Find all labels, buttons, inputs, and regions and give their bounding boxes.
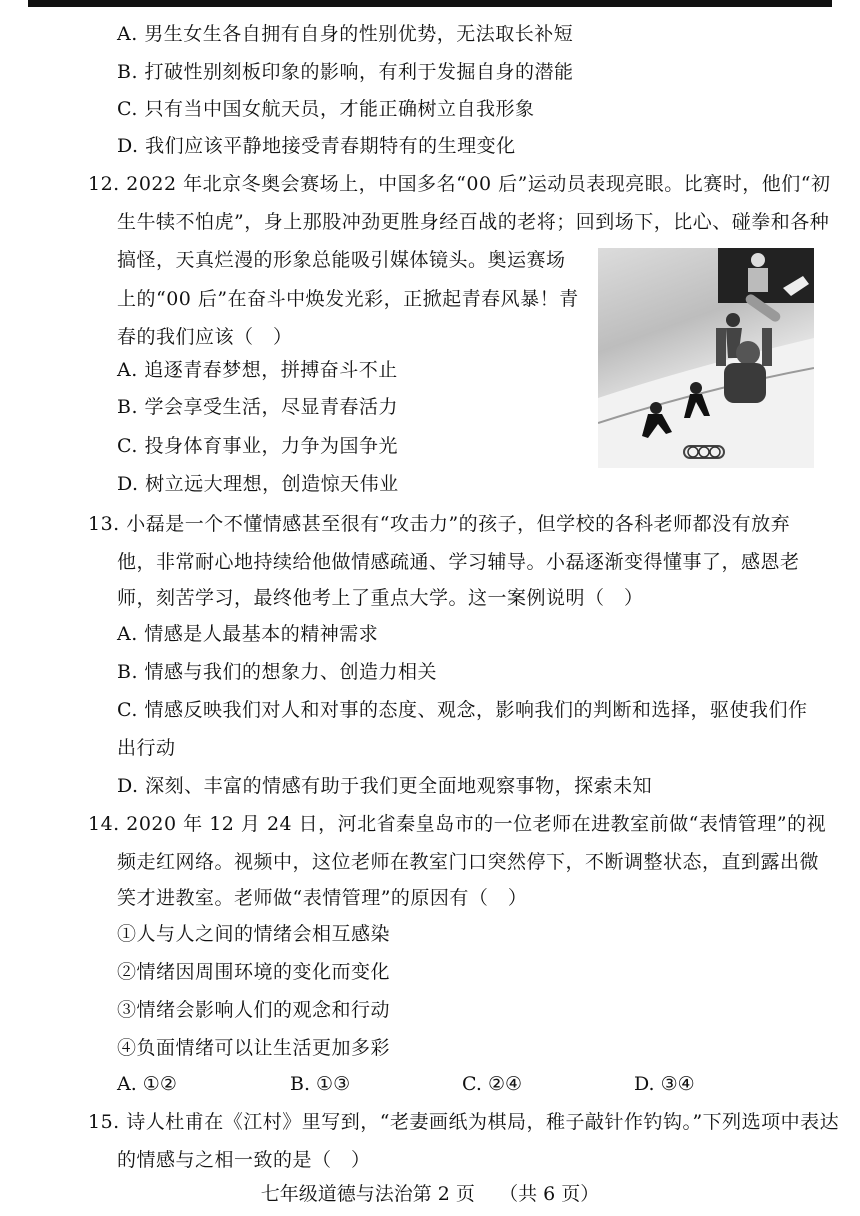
q14-stem-line-3: 笑才进教室。老师做“表情管理”的原因有（ ） bbox=[117, 887, 528, 909]
q14-option-b: B. ①③ bbox=[290, 1073, 351, 1095]
q12-stem-line-5: 春的我们应该（ ） bbox=[117, 326, 293, 348]
q12-option-d: D. 树立远大理想，创造惊天伟业 bbox=[117, 473, 399, 495]
q11-option-c: C. 只有当中国女航天员，才能正确树立自我形象 bbox=[117, 98, 535, 120]
q13-option-c-line-1: C. 情感反映我们对人和对事的态度、观念，影响我们的判断和选择，驱使我们作 bbox=[117, 699, 808, 721]
q11-option-a: A. 男生女生各自拥有自身的性别优势，无法取长补短 bbox=[117, 23, 574, 45]
q12-option-b: B. 学会享受生活，尽显青春活力 bbox=[117, 396, 399, 418]
q13-option-d: D. 深刻、丰富的情感有助于我们更全面地观察事物，探索未知 bbox=[117, 775, 653, 797]
q13-stem-line-1: 13. 小磊是一个不懂情感甚至很有“攻击力”的孩子，但学校的各科老师都没有放弃 bbox=[88, 513, 791, 535]
q14-item-4: ④负面情绪可以让生活更加多彩 bbox=[117, 1037, 391, 1059]
q13-stem-line-3: 师，刻苦学习，最终他考上了重点大学。这一案例说明（ ） bbox=[117, 587, 644, 609]
q14-option-d: D. ③④ bbox=[634, 1073, 695, 1095]
q12-option-a: A. 追逐青春梦想，拼搏奋斗不止 bbox=[117, 359, 398, 381]
footer-total-pages: （共 6 页） bbox=[499, 1183, 600, 1205]
q15-stem-line-2: 的情感与之相一致的是（ ） bbox=[117, 1149, 371, 1171]
q14-stem-line-2: 频走红网络。视频中，这位老师在教室门口突然停下，不断调整状态，直到露出微 bbox=[117, 851, 820, 873]
q11-option-d: D. 我们应该平静地接受青春期特有的生理变化 bbox=[117, 135, 516, 157]
q12-stem-line-4: 上的“00 后”在奋斗中焕发光彩，正掀起青春风暴！青 bbox=[117, 288, 579, 310]
winter-olympics-athletes-photo bbox=[598, 248, 814, 468]
q13-stem-line-2: 他，非常耐心地持续给他做情感疏通、学习辅导。小磊逐渐变得懂事了，感恩老 bbox=[117, 551, 800, 573]
q15-stem-line-1: 15. 诗人杜甫在《江村》里写到，“老妻画纸为棋局，稚子敲针作钓钩。”下列选项中表达 bbox=[88, 1111, 840, 1133]
top-border bbox=[28, 0, 832, 7]
q14-stem-line-1: 14. 2020 年 12 月 24 日，河北省秦皇岛市的一位老师在进教室前做“表情管理”的视 bbox=[88, 813, 827, 835]
q12-stem-line-1: 12. 2022 年北京冬奥会赛场上，中国多名“00 后”运动员表现亮眼。比赛时，他们“初 bbox=[88, 173, 831, 195]
q11-option-b: B. 打破性别刻板印象的影响，有利于发掘自身的潜能 bbox=[117, 61, 574, 83]
q13-option-a: A. 情感是人最基本的精神需求 bbox=[117, 623, 379, 645]
page-footer bbox=[0, 1180, 860, 1208]
q14-option-c: C. ②④ bbox=[462, 1073, 523, 1095]
q13-option-c-line-2: 出行动 bbox=[117, 737, 176, 759]
q13-option-b: B. 情感与我们的想象力、创造力相关 bbox=[117, 661, 438, 683]
q14-item-1: ①人与人之间的情绪会相互感染 bbox=[117, 923, 391, 945]
q12-option-c: C. 投身体育事业，力争为国争光 bbox=[117, 435, 398, 457]
q14-option-a: A. ①② bbox=[117, 1073, 177, 1095]
athletes-photo-icon bbox=[598, 248, 814, 468]
q12-stem-line-2: 生牛犊不怕虎”，身上那股冲劲更胜身经百战的老将；回到场下，比心、碰拳和各种 bbox=[117, 211, 830, 233]
q14-item-2: ②情绪因周围环境的变化而变化 bbox=[117, 961, 391, 983]
q12-stem-line-3: 搞怪，天真烂漫的形象总能吸引媒体镜头。奥运赛场 bbox=[117, 249, 566, 271]
q14-item-3: ③情绪会影响人们的观念和行动 bbox=[117, 999, 391, 1021]
footer-page-label: 七年级道德与法治第 2 页 bbox=[260, 1183, 475, 1205]
